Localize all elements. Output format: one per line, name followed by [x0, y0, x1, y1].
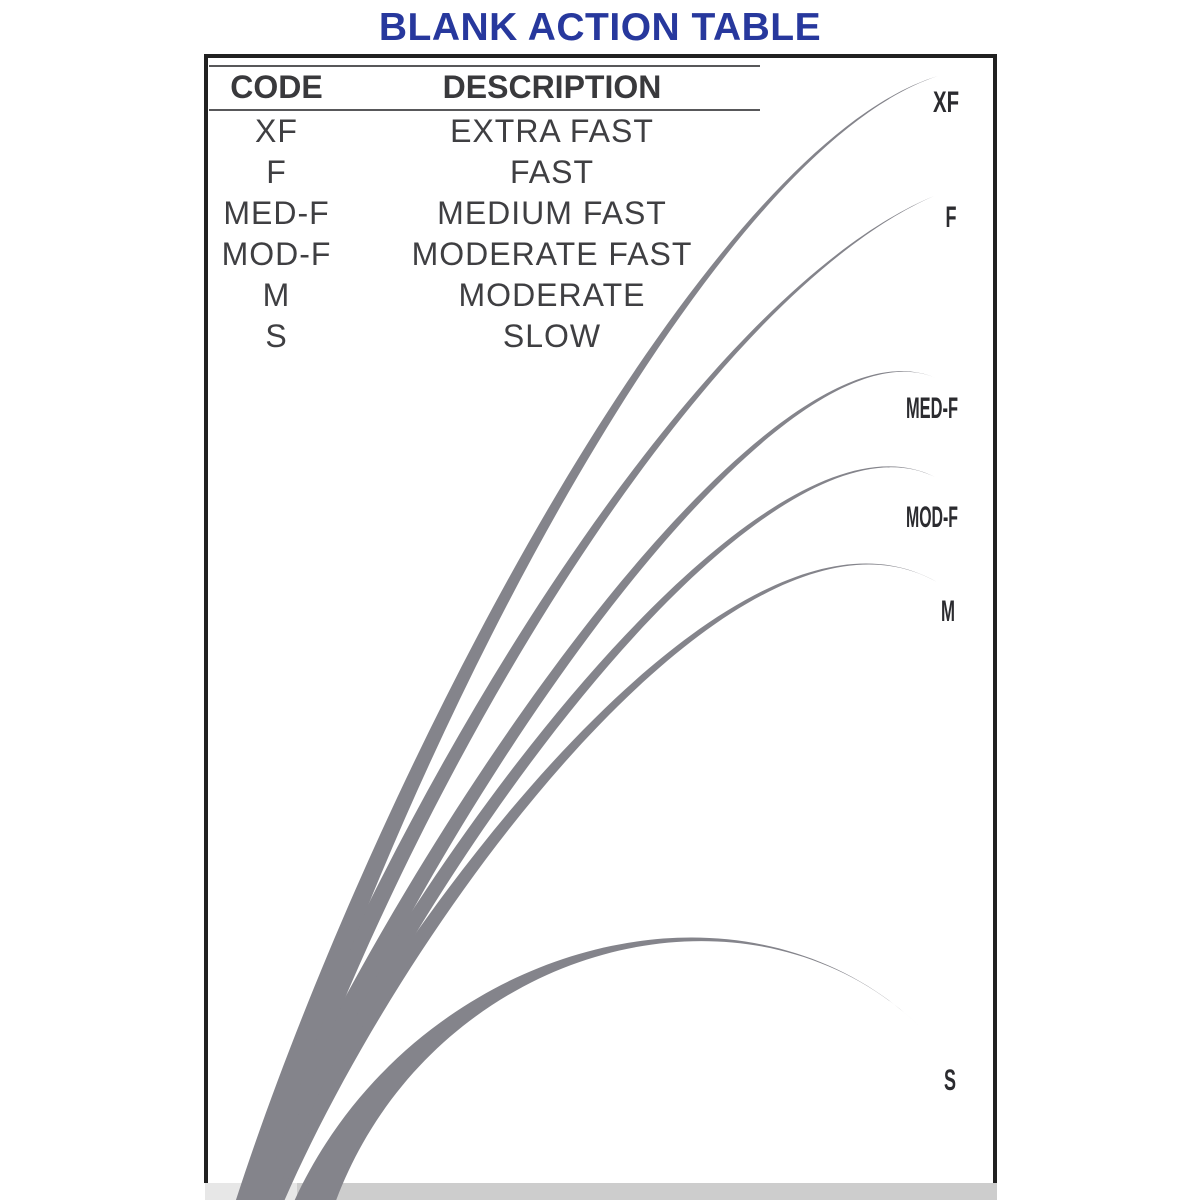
table-header-row: [209, 65, 760, 111]
curve-label-mod-f: MOD-F: [906, 501, 958, 534]
curve-label-m: M: [941, 595, 955, 628]
description-cell: FAST: [509, 154, 594, 190]
code-cell: XF: [255, 113, 298, 149]
code-cell: S: [265, 318, 288, 354]
table-row: [209, 152, 760, 193]
description-cell: SLOW: [502, 318, 602, 354]
page-title: BLANK ACTION TABLE: [378, 6, 822, 49]
table-row: [209, 316, 760, 357]
header-description: DESCRIPTION: [442, 69, 662, 105]
description-cell: EXTRA FAST: [450, 113, 654, 149]
code-cell: F: [266, 154, 287, 190]
table-row: [209, 275, 760, 316]
description-cell: MODERATE: [458, 277, 646, 313]
curve-label-f: F: [945, 201, 957, 234]
table-row: [209, 234, 760, 275]
action-code-table: [209, 57, 760, 357]
table-row: [209, 111, 760, 152]
curve-label-med-f: MED-F: [906, 392, 958, 425]
curve-moderate-fast: [249, 466, 935, 1200]
description-cell: MEDIUM FAST: [437, 195, 667, 231]
code-cell: MOD-F: [221, 236, 332, 272]
code-cell: M: [262, 277, 291, 313]
curve-label-xf: XF: [933, 86, 959, 119]
curve-label-s: S: [944, 1064, 956, 1097]
code-cell: MED-F: [223, 195, 330, 231]
description-cell: MODERATE FAST: [411, 236, 693, 272]
curve-medium-fast: [244, 371, 936, 1200]
table-row: [209, 193, 760, 234]
header-code: CODE: [230, 69, 323, 105]
